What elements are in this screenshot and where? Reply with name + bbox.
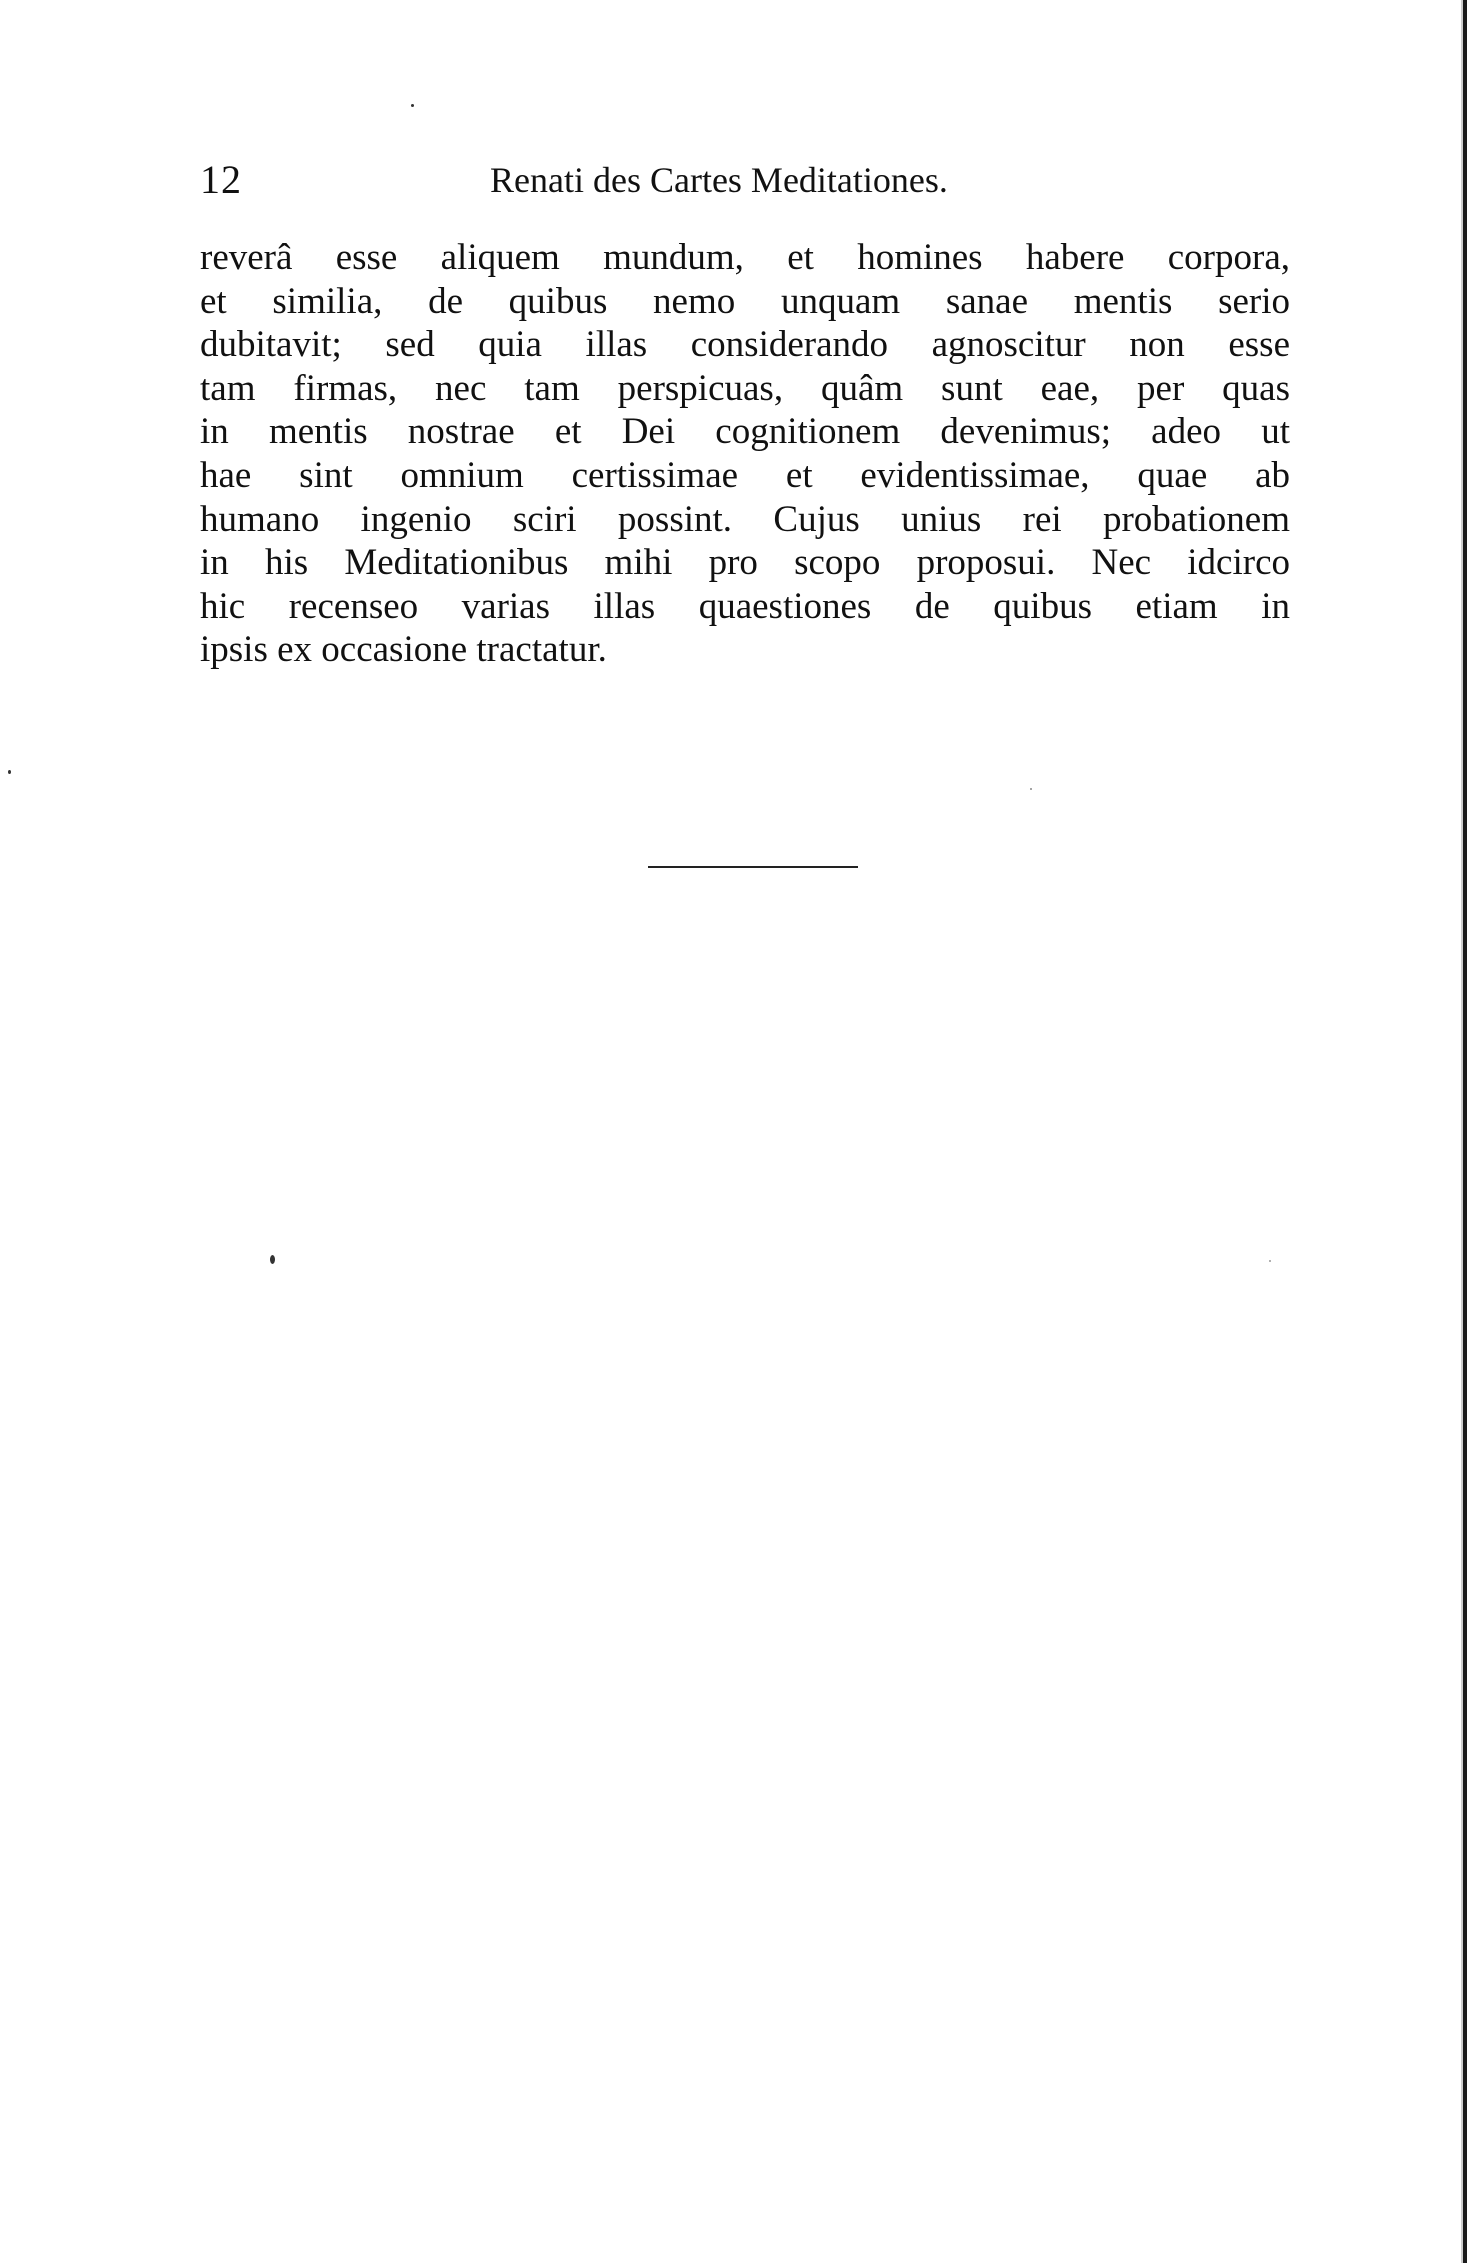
text-line: reverâ esse aliquem mundum, et homines habere corpora, xyxy=(200,237,1290,278)
print-speck xyxy=(411,104,414,107)
text-line: tam firmas, nec tam perspicuas, quâm sunt eae, per quas xyxy=(200,367,1290,409)
section-separator-rule xyxy=(648,866,858,868)
text-line: in his Meditationibus mihi pro scopo proposui. Nec idcirco xyxy=(200,542,1290,584)
text-line: in mentis nostrae et Dei cognitionem devenimus; adeo ut xyxy=(200,411,1290,453)
text-line: humano ingenio sciri possint. Cujus unius rei probationem xyxy=(200,498,1290,540)
text-line: hic recenseo varias illas quaestiones de quibus etiam in xyxy=(200,585,1290,627)
page-binding-edge xyxy=(1463,0,1467,2263)
text-line: hae sint omnium certissimae et evidentissimae, quae ab xyxy=(200,454,1290,496)
print-speck xyxy=(270,1255,275,1264)
text-line: ipsis ex occasione tractatur. xyxy=(200,629,607,671)
page-number: 12 xyxy=(200,157,242,202)
print-speck xyxy=(1269,1260,1271,1262)
text-line: et similia, de quibus nemo unquam sanae mentis serio xyxy=(200,280,1290,322)
running-title: Renati des Cartes Meditationes. xyxy=(490,160,948,200)
print-speck xyxy=(1030,788,1032,790)
page-header xyxy=(200,150,1290,210)
body-paragraph xyxy=(200,236,1290,672)
print-speck xyxy=(8,770,11,774)
text-line: dubitavit; sed quia illas considerando agnoscitur non esse xyxy=(200,324,1290,366)
